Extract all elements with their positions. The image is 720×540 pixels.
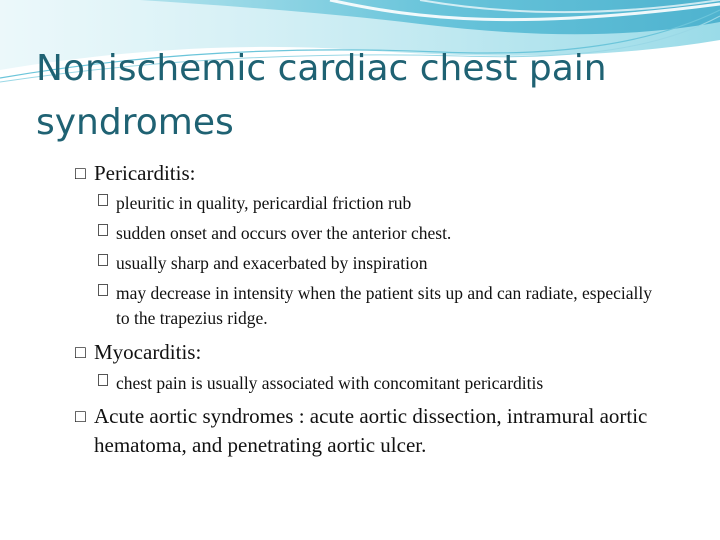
bullet-myocarditis bbox=[75, 338, 694, 367]
square-bullet-icon bbox=[98, 254, 108, 266]
bullet-pericarditis bbox=[75, 159, 694, 188]
sub-bullet bbox=[116, 371, 696, 396]
sub-bullet bbox=[116, 221, 696, 246]
sub-bullet-text: chest pain is usually associated with concomitant pericarditis bbox=[116, 373, 544, 393]
square-bullet-icon bbox=[98, 224, 108, 236]
bullet-heading: Acute aortic syndromes : acute aortic dissection, intramural aortic hematoma, and penetrating aortic ulcer. bbox=[94, 404, 648, 457]
sub-bullet-text: sudden onset and occurs over the anterior chest. bbox=[116, 223, 452, 243]
square-bullet-icon: □ bbox=[75, 342, 86, 362]
square-bullet-icon bbox=[98, 284, 108, 296]
bullet-acute-aortic-syndromes bbox=[75, 402, 654, 460]
bullet-heading: Pericarditis: bbox=[94, 161, 196, 185]
sub-bullet bbox=[116, 281, 656, 331]
sub-bullet-text: may decrease in intensity when the patient sits up and can radiate, especially to the trapezius ridge. bbox=[116, 283, 652, 328]
square-bullet-icon bbox=[98, 194, 108, 206]
sub-bullet-text: usually sharp and exacerbated by inspiration bbox=[116, 253, 428, 273]
sub-bullet bbox=[116, 251, 696, 276]
square-bullet-icon: □ bbox=[75, 163, 86, 183]
slide-title: Nonischemic cardiac chest pain syndromes bbox=[36, 48, 607, 143]
square-bullet-icon: □ bbox=[75, 406, 86, 426]
sub-bullet bbox=[116, 191, 696, 216]
sub-bullet-text: pleuritic in quality, pericardial friction rub bbox=[116, 193, 412, 213]
square-bullet-icon bbox=[98, 374, 108, 386]
bullet-heading: Myocarditis: bbox=[94, 340, 202, 364]
